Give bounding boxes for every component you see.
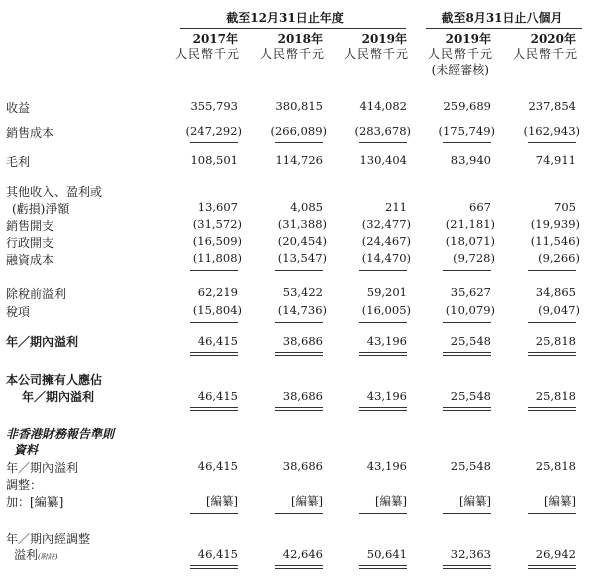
cell: 25,818 bbox=[535, 334, 576, 348]
rule bbox=[275, 565, 323, 566]
rule bbox=[528, 322, 576, 323]
cell: 74,911 bbox=[535, 153, 576, 167]
cell: 13,607 bbox=[197, 200, 238, 214]
cell: (247,292) bbox=[185, 124, 242, 138]
rule bbox=[443, 407, 491, 408]
cell: 355,793 bbox=[190, 99, 238, 113]
cell-redacted: [編纂] bbox=[375, 494, 407, 508]
cell: (11,546) bbox=[530, 234, 580, 248]
cell: 43,196 bbox=[366, 389, 407, 403]
rule bbox=[528, 355, 576, 356]
rule bbox=[443, 513, 491, 514]
rule bbox=[443, 322, 491, 323]
cell: 46,415 bbox=[197, 334, 238, 348]
rule bbox=[190, 568, 238, 569]
rule bbox=[275, 355, 323, 356]
rule bbox=[528, 568, 576, 569]
cell: (175,749) bbox=[438, 124, 495, 138]
cell: 114,726 bbox=[275, 153, 323, 167]
rule bbox=[528, 142, 576, 143]
header-group-eight-months: 截至8月31日止八個月 bbox=[441, 11, 563, 25]
row-label-attributable-to-owners: 本公司擁有人應佔 bbox=[6, 373, 103, 387]
cell-redacted: [編纂] bbox=[544, 494, 576, 508]
cell: 25,818 bbox=[535, 389, 576, 403]
rule bbox=[190, 142, 238, 143]
cell: (13,547) bbox=[277, 251, 327, 265]
cell: 43,196 bbox=[366, 334, 407, 348]
column-unit-2017: 人民幣千元 bbox=[174, 47, 240, 61]
cell: 34,865 bbox=[535, 285, 576, 299]
cell: (16,509) bbox=[192, 234, 242, 248]
cell-redacted: [編纂] bbox=[291, 494, 323, 508]
cell: (10,079) bbox=[445, 303, 495, 317]
row-label-adjusted-profit-text: 溢利 bbox=[14, 548, 39, 562]
rule bbox=[443, 410, 491, 411]
rule bbox=[528, 565, 576, 566]
cell: 25,548 bbox=[450, 389, 491, 403]
cell: (24,467) bbox=[361, 234, 411, 248]
cell: 25,548 bbox=[450, 459, 491, 473]
column-year-2019: 2019年 bbox=[361, 32, 407, 46]
cell: 211 bbox=[385, 200, 407, 214]
cell: (162,943) bbox=[523, 124, 580, 138]
cell: (19,939) bbox=[530, 217, 580, 231]
rule bbox=[190, 410, 238, 411]
cell: 667 bbox=[469, 200, 491, 214]
rule bbox=[528, 513, 576, 514]
cell: 46,415 bbox=[197, 459, 238, 473]
column-year-2019-8m: 2019年 bbox=[445, 32, 491, 46]
rule bbox=[190, 270, 238, 271]
column-unit-2019-8m: 人民幣千元 bbox=[427, 47, 493, 61]
column-year-2018: 2018年 bbox=[277, 32, 323, 46]
cell: (266,089) bbox=[270, 124, 327, 138]
cell: (16,005) bbox=[361, 303, 411, 317]
rule bbox=[443, 270, 491, 271]
column-year-2017: 2017年 bbox=[192, 32, 238, 46]
cell: (31,572) bbox=[192, 217, 242, 231]
row-label-revenue: 收益 bbox=[6, 101, 31, 115]
cell: 38,686 bbox=[282, 334, 323, 348]
rule bbox=[275, 410, 323, 411]
rule bbox=[275, 513, 323, 514]
rule bbox=[190, 407, 238, 408]
row-label-adjusted-profit-cont bbox=[14, 546, 57, 563]
rule bbox=[275, 142, 323, 143]
cell: 35,627 bbox=[450, 285, 491, 299]
rule bbox=[190, 513, 238, 514]
row-label-selling-expenses: 銷售開支 bbox=[6, 219, 55, 233]
cell: 32,363 bbox=[450, 547, 491, 561]
column-unit-2019: 人民幣千元 bbox=[343, 47, 409, 61]
column-unit-2020-8m: 人民幣千元 bbox=[512, 47, 578, 61]
cell: 62,219 bbox=[197, 285, 238, 299]
cell: (11,808) bbox=[192, 251, 242, 265]
cell: 43,196 bbox=[366, 459, 407, 473]
cell: 130,404 bbox=[359, 153, 407, 167]
cell: 59,201 bbox=[366, 285, 407, 299]
row-label-admin-expenses: 行政開支 bbox=[6, 236, 55, 250]
rule bbox=[359, 407, 407, 408]
cell: 46,415 bbox=[197, 389, 238, 403]
cell: 42,646 bbox=[282, 547, 323, 561]
rule bbox=[528, 352, 576, 353]
rule bbox=[443, 352, 491, 353]
cell: (283,678) bbox=[354, 124, 411, 138]
cell: 25,548 bbox=[450, 334, 491, 348]
column-unit-2018: 人民幣千元 bbox=[259, 47, 325, 61]
rule bbox=[528, 407, 576, 408]
cell: (9,266) bbox=[538, 251, 580, 265]
rule bbox=[275, 352, 323, 353]
cell: (9,047) bbox=[538, 303, 580, 317]
row-label-gross-profit: 毛利 bbox=[6, 155, 31, 169]
column-year-2020-8m: 2020年 bbox=[530, 32, 576, 46]
rule bbox=[443, 355, 491, 356]
rule bbox=[359, 142, 407, 143]
cell: (9,728) bbox=[453, 251, 495, 265]
cell: (14,736) bbox=[277, 303, 327, 317]
footnote-marker: (附註) bbox=[38, 553, 58, 561]
rule bbox=[443, 565, 491, 566]
row-label-cost-of-sales: 銷售成本 bbox=[6, 126, 55, 140]
cell: 26,942 bbox=[535, 547, 576, 561]
cell: (31,388) bbox=[277, 217, 327, 231]
rule bbox=[359, 565, 407, 566]
cell: (20,454) bbox=[277, 234, 327, 248]
rule bbox=[359, 410, 407, 411]
rule bbox=[359, 513, 407, 514]
cell: 259,689 bbox=[443, 99, 491, 113]
cell: 108,501 bbox=[190, 153, 238, 167]
row-label-other-income-cont: (虧損)淨額 bbox=[12, 202, 70, 216]
rule bbox=[275, 270, 323, 271]
rule bbox=[528, 270, 576, 271]
cell: 414,082 bbox=[359, 99, 407, 113]
cell: (18,071) bbox=[445, 234, 495, 248]
row-label-tax: 稅項 bbox=[6, 305, 31, 319]
rule bbox=[275, 568, 323, 569]
cell: 50,641 bbox=[366, 547, 407, 561]
header-group-annual: 截至12月31日止年度 bbox=[226, 11, 344, 25]
row-label-adjusted-profit: 年／期內經調整 bbox=[6, 532, 91, 546]
row-label-non-hkfrs-info: 資料 bbox=[14, 443, 39, 457]
rule bbox=[443, 142, 491, 143]
rule bbox=[190, 322, 238, 323]
rule bbox=[359, 270, 407, 271]
cell: 53,422 bbox=[282, 285, 323, 299]
cell: (15,804) bbox=[192, 303, 242, 317]
cell: 705 bbox=[554, 200, 576, 214]
cell: (32,477) bbox=[361, 217, 411, 231]
cell: 38,686 bbox=[282, 459, 323, 473]
cell: 46,415 bbox=[197, 547, 238, 561]
rule bbox=[359, 322, 407, 323]
header-group-annual-underline bbox=[180, 28, 406, 29]
row-label-other-income: 其他收入、盈利或 bbox=[6, 185, 103, 199]
cell: 380,815 bbox=[275, 99, 323, 113]
row-label-profit-before-tax: 除稅前溢利 bbox=[6, 287, 67, 301]
cell: (21,181) bbox=[445, 217, 495, 231]
row-label-finance-costs: 融資成本 bbox=[6, 253, 55, 267]
cell-redacted: [編纂] bbox=[206, 494, 238, 508]
row-label-profit-for-period-2: 年／期內溢利 bbox=[6, 461, 79, 475]
row-label-attributable-profit: 年／期內溢利 bbox=[22, 390, 95, 404]
rule bbox=[359, 355, 407, 356]
cell: (14,470) bbox=[361, 251, 411, 265]
cell: 25,818 bbox=[535, 459, 576, 473]
cell-redacted: [編纂] bbox=[459, 494, 491, 508]
rule bbox=[359, 568, 407, 569]
cell: 38,686 bbox=[282, 389, 323, 403]
rule bbox=[443, 568, 491, 569]
rule bbox=[275, 322, 323, 323]
row-label-non-hkfrs: 非香港財務報告準則 bbox=[6, 427, 115, 441]
rule bbox=[190, 352, 238, 353]
rule bbox=[190, 355, 238, 356]
row-label-profit-for-period: 年／期內溢利 bbox=[6, 335, 79, 349]
row-label-add-redacted: 加：[編纂] bbox=[6, 495, 64, 509]
rule bbox=[528, 410, 576, 411]
column-note-unaudited: (未經審核) bbox=[431, 63, 489, 77]
cell: 237,854 bbox=[528, 99, 576, 113]
rule bbox=[190, 565, 238, 566]
cell: 4,085 bbox=[290, 200, 323, 214]
rule bbox=[359, 352, 407, 353]
rule bbox=[275, 407, 323, 408]
cell: 83,940 bbox=[450, 153, 491, 167]
row-label-adjustments: 調整： bbox=[6, 478, 43, 492]
header-group-eight-months-underline bbox=[426, 28, 582, 29]
